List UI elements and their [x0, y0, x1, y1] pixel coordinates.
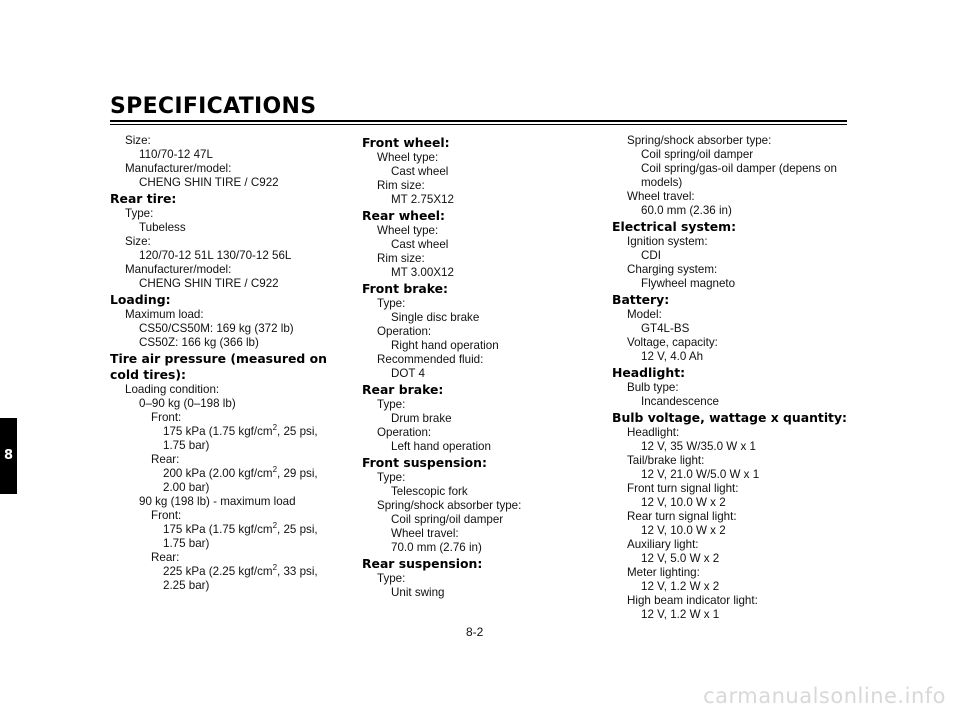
section-heading-electrical-system: Electrical system:	[612, 219, 737, 234]
section-heading-loading: Loading:	[110, 292, 171, 307]
spec-value: 12 V, 1.2 W x 2	[641, 580, 720, 593]
spec-label: Bulb type:	[627, 381, 679, 394]
spec-label: Type:	[377, 471, 406, 484]
section-heading-battery: Battery:	[612, 292, 670, 307]
spec-label: Spring/shock absorber type:	[627, 134, 772, 147]
spec-value: Incandescence	[641, 395, 719, 408]
spec-value: 70.0 mm (2.76 in)	[391, 541, 482, 554]
section-heading-rear-wheel: Rear wheel:	[362, 208, 446, 223]
spec-value: MT 2.75X12	[391, 193, 454, 206]
spec-label: Size:	[125, 235, 151, 248]
spec-label: Charging system:	[627, 263, 718, 276]
spec-label: Auxiliary light:	[627, 538, 699, 551]
spec-value: Coil spring/oil damper	[641, 148, 754, 161]
spec-label: Operation:	[377, 325, 432, 338]
spec-label: Meter lighting:	[627, 566, 700, 579]
spec-value: Coil spring/oil damper	[391, 513, 504, 526]
spec-value: Left hand operation	[391, 440, 491, 453]
spec-value: Cast wheel	[391, 165, 449, 178]
spec-label: Type:	[377, 572, 406, 585]
spec-value: 120/70-12 51L 130/70-12 56L	[139, 249, 292, 262]
spec-label: Front:	[151, 411, 182, 424]
spec-label: Voltage, capacity:	[627, 336, 718, 349]
section-heading-rear-suspension: Rear suspension:	[362, 556, 483, 571]
spec-value: Unit swing	[391, 586, 445, 599]
spec-label: Rim size:	[377, 252, 425, 265]
spec-label: Wheel type:	[377, 224, 439, 237]
spec-value: 60.0 mm (2.36 in)	[641, 204, 732, 217]
spec-label: High beam indicator light:	[627, 594, 758, 607]
spec-value: 175 kPa (1.75 kgf/$cm^2$, 25 psi,	[163, 521, 318, 536]
spec-label: Rear:	[151, 551, 180, 564]
spec-column-2	[362, 134, 602, 600]
spec-label: Tail/brake light:	[627, 454, 705, 467]
spec-label: Ignition system:	[627, 235, 708, 248]
spec-label: Headlight:	[627, 426, 680, 439]
spec-value: 110/70-12 47L	[139, 148, 213, 161]
spec-value: 12 V, 5.0 W x 2	[641, 552, 720, 565]
spec-value: 12 V, 10.0 W x 2	[641, 524, 726, 537]
spec-value: 0–90 kg (0–198 lb)	[139, 397, 236, 410]
spec-label: Size:	[125, 134, 151, 147]
watermark: carmanualsonline.info	[703, 684, 946, 708]
spec-value: Tubeless	[139, 221, 186, 234]
chapter-tab-number: 8	[3, 448, 14, 463]
spec-label: Front turn signal light:	[627, 482, 739, 495]
spec-label: Model:	[627, 308, 662, 321]
spec-value: 200 kPa (2.00 kgf/$cm^2$, 29 psi,	[163, 465, 318, 480]
spec-value: 2.00 bar)	[163, 481, 210, 494]
spec-value: Telescopic fork	[391, 485, 468, 498]
spec-value: CS50/CS50M: 169 kg (372 lb)	[139, 322, 294, 335]
spec-value: Coil spring/gas-oil damper (depens on models)	[641, 162, 837, 189]
spec-label: Recommended fluid:	[377, 353, 484, 366]
spec-value: DOT 4	[391, 367, 425, 380]
spec-value: Cast wheel	[391, 238, 449, 251]
spec-label: Type:	[125, 207, 154, 220]
spec-value: 175 kPa (1.75 kgf/$cm^2$, 25 psi,	[163, 423, 318, 438]
spec-label: Front:	[151, 509, 182, 522]
spec-value: CDI	[641, 249, 661, 262]
spec-value: 12 V, 21.0 W/5.0 W x 1	[641, 468, 760, 481]
spec-value: GT4L-BS	[641, 322, 690, 335]
section-heading-bulb: Bulb voltage, wattage x quantity:	[612, 410, 848, 425]
spec-value: MT 3.00X12	[391, 266, 454, 279]
spec-value: Single disc brake	[391, 311, 480, 324]
spec-label: Wheel type:	[377, 151, 439, 164]
spec-label: Loading condition:	[125, 383, 220, 396]
spec-value: 12 V, 4.0 Ah	[641, 350, 704, 363]
spec-label: Rim size:	[377, 179, 425, 192]
section-heading-front-brake: Front brake:	[362, 281, 448, 296]
section-heading-front-suspension: Front suspension:	[362, 455, 487, 470]
page-title: SPECIFICATIONS	[110, 94, 317, 119]
spec-value: Flywheel magneto	[641, 277, 736, 290]
spec-label: Rear turn signal light:	[627, 510, 737, 523]
spec-label: Wheel travel:	[627, 190, 695, 203]
spec-value: 12 V, 35 W/35.0 W x 1	[641, 440, 756, 453]
spec-value: 2.25 bar)	[163, 579, 210, 592]
spec-value: 1.75 bar)	[163, 537, 210, 550]
spec-label: Operation:	[377, 426, 432, 439]
spec-value: Drum brake	[391, 412, 452, 425]
page-number: 8-2	[466, 625, 484, 639]
spec-label: Manufacturer/model:	[125, 263, 232, 276]
spec-column-3	[612, 134, 852, 622]
spec-column-1	[110, 134, 340, 593]
section-heading-headlight: Headlight:	[612, 365, 686, 380]
section-heading-front-wheel: Front wheel:	[362, 135, 450, 150]
spec-label: Maximum load:	[125, 308, 204, 321]
spec-value: 225 kPa (2.25 kgf/$cm^2$, 33 psi,	[163, 563, 318, 578]
title-rule-bottom	[110, 124, 847, 125]
title-rule-top	[110, 120, 847, 122]
spec-value: CHENG SHIN TIRE / C922	[139, 277, 279, 290]
section-heading-rear-brake: Rear brake:	[362, 382, 444, 397]
spec-value: 90 kg (198 lb) - maximum load	[139, 495, 296, 508]
spec-label: Type:	[377, 297, 406, 310]
spec-label: Spring/shock absorber type:	[377, 499, 522, 512]
spec-value: 1.75 bar)	[163, 439, 210, 452]
spec-value: 12 V, 1.2 W x 1	[641, 608, 720, 621]
spec-value: 12 V, 10.0 W x 2	[641, 496, 726, 509]
spec-value: CS50Z: 166 kg (366 lb)	[139, 336, 259, 349]
spec-value: CHENG SHIN TIRE / C922	[139, 176, 279, 189]
spec-value: Right hand operation	[391, 339, 499, 352]
section-heading-tire-pressure: Tire air pressure (measured on cold tires):	[110, 351, 327, 382]
spec-label: Rear:	[151, 453, 180, 466]
section-heading-rear-tire: Rear tire:	[110, 191, 177, 206]
spec-label: Type:	[377, 398, 406, 411]
spec-label: Wheel travel:	[391, 527, 459, 540]
spec-label: Manufacturer/model:	[125, 162, 232, 175]
